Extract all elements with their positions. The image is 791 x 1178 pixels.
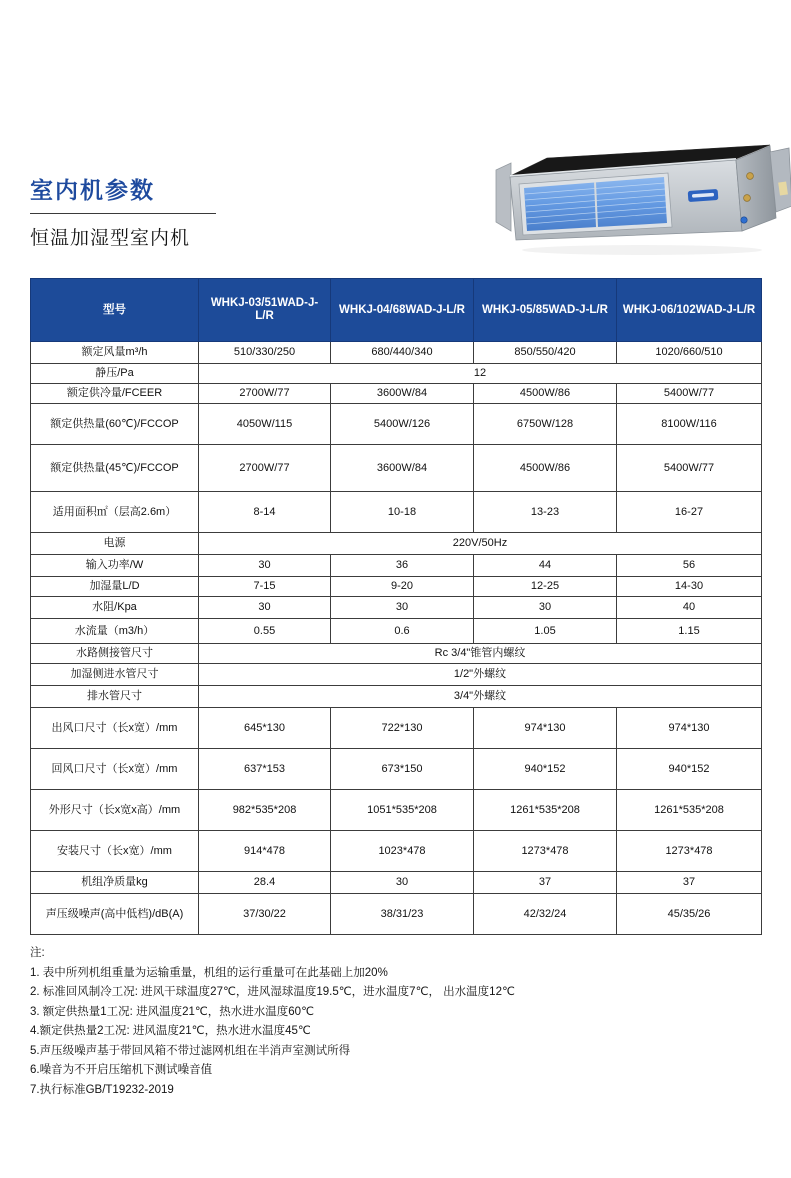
spec-value: 14-30	[617, 577, 762, 597]
spec-label: 水阻/Kpa	[31, 597, 199, 619]
spec-value: 13-23	[474, 492, 617, 533]
spec-label: 电源	[31, 533, 199, 555]
note-line: 2. 标准回风制冷工况: 进风干球温度27℃，进风湿球温度19.5℃，进水温度7℃， 出水温度12℃	[30, 986, 515, 998]
table-row	[31, 445, 762, 492]
spec-value: 10-18	[331, 492, 474, 533]
spec-table	[30, 278, 762, 935]
spec-value: 1261*535*208	[617, 790, 762, 831]
spec-value: 974*130	[474, 708, 617, 749]
spec-value: 1051*535*208	[331, 790, 474, 831]
spec-label: 回风口尺寸（长x宽）/mm	[31, 749, 199, 790]
note-line: 5.声压级噪声基于带回风箱不带过滤网机组在半消声室测试所得	[30, 1044, 351, 1057]
model-header-label: 型号	[31, 279, 199, 342]
table-row	[31, 533, 762, 555]
spec-value: 1020/660/510	[617, 342, 762, 364]
page-title: 室内机参数	[30, 177, 155, 203]
table-row	[31, 749, 762, 790]
spec-value: 2700W/77	[199, 445, 331, 492]
table-row	[31, 894, 762, 935]
model-header-3: WHKJ-05/85WAD-J-L/R	[474, 279, 617, 342]
notes-block	[30, 944, 515, 1100]
table-row	[31, 664, 762, 686]
table-row	[31, 404, 762, 445]
note-line: 6.噪音为不开启压缩机下测试噪音值	[30, 1064, 213, 1076]
note-line: 1. 表中所列机组重量为运输重量，机组的运行重量可在此基础上加20%	[30, 966, 388, 979]
spec-label: 外形尺寸（长x宽x高）/mm	[31, 790, 199, 831]
spec-label: 额定供热量(45℃)/FCCOP	[31, 445, 199, 492]
spec-label: 静压/Pa	[31, 364, 199, 384]
spec-value: 1023*478	[331, 831, 474, 872]
spec-value: 0.6	[331, 619, 474, 644]
spec-table-container	[30, 278, 761, 935]
table-row	[31, 686, 762, 708]
model-header-4: WHKJ-06/102WAD-J-L/R	[617, 279, 762, 342]
spec-value: 56	[617, 555, 762, 577]
spec-value: 38/31/23	[331, 894, 474, 935]
spec-value: 510/330/250	[199, 342, 331, 364]
spec-value: 850/550/420	[474, 342, 617, 364]
table-row	[31, 644, 762, 664]
table-row	[31, 384, 762, 404]
spec-value: 1273*478	[474, 831, 617, 872]
notes-title: 注:	[30, 947, 45, 959]
spec-value-span: 1/2"外螺纹	[199, 664, 762, 686]
water-valve-top	[747, 173, 754, 180]
spec-value: 4500W/86	[474, 384, 617, 404]
spec-value: 1.15	[617, 619, 762, 644]
spec-value: 9-20	[331, 577, 474, 597]
heading-block	[30, 176, 216, 250]
table-row	[31, 597, 762, 619]
spec-value: 3600W/84	[331, 384, 474, 404]
table-row	[31, 619, 762, 644]
spec-label: 输入功率/W	[31, 555, 199, 577]
spec-value: 2700W/77	[199, 384, 331, 404]
title-underline	[30, 213, 216, 214]
note-line: 7.执行标准GB/T19232-2019	[30, 1083, 174, 1096]
spec-value: 40	[617, 597, 762, 619]
spec-value: 940*152	[474, 749, 617, 790]
spec-value: 44	[474, 555, 617, 577]
spec-value: 1273*478	[617, 831, 762, 872]
spec-value: 8-14	[199, 492, 331, 533]
table-row	[31, 790, 762, 831]
spec-value: 28.4	[199, 872, 331, 894]
indoor-unit-product-image	[492, 138, 791, 263]
spec-value: 5400W/77	[617, 445, 762, 492]
spec-label: 水流量（m3/h）	[31, 619, 199, 644]
spec-value: 940*152	[617, 749, 762, 790]
left-flange	[496, 163, 511, 231]
spec-label: 额定风量m³/h	[31, 342, 199, 364]
spec-value: 982*535*208	[199, 790, 331, 831]
table-row	[31, 872, 762, 894]
spec-value: 680/440/340	[331, 342, 474, 364]
spec-value: 3600W/84	[331, 445, 474, 492]
model-header-2: WHKJ-04/68WAD-J-L/R	[331, 279, 474, 342]
spec-value: 36	[331, 555, 474, 577]
spec-label: 适用面积㎡（层高2.6m）	[31, 492, 199, 533]
spec-label: 机组净质量kg	[31, 872, 199, 894]
spec-value: 673*150	[331, 749, 474, 790]
spec-value: 1.05	[474, 619, 617, 644]
table-row	[31, 364, 762, 384]
spec-value: 30	[331, 597, 474, 619]
drain-fitting	[741, 217, 747, 223]
table-row	[31, 342, 762, 364]
table-row	[31, 577, 762, 597]
spec-value: 6750W/128	[474, 404, 617, 445]
table-row	[31, 555, 762, 577]
spec-value: 30	[199, 555, 331, 577]
spec-value-span: 220V/50Hz	[199, 533, 762, 555]
spec-value-span: Rc 3/4"锥管内螺纹	[199, 644, 762, 664]
shadow	[522, 245, 762, 255]
spec-value: 4500W/86	[474, 445, 617, 492]
spec-value: 0.55	[199, 619, 331, 644]
spec-label: 水路侧接管尺寸	[31, 644, 199, 664]
page-subtitle: 恒温加湿型室内机	[30, 228, 191, 249]
spec-value: 37	[617, 872, 762, 894]
spec-label: 声压级噪声(高中低档)/dB(A)	[31, 894, 199, 935]
spec-value: 645*130	[199, 708, 331, 749]
spec-label: 排水管尺寸	[31, 686, 199, 708]
spec-label: 额定供热量(60℃)/FCCOP	[31, 404, 199, 445]
spec-value: 974*130	[617, 708, 762, 749]
spec-value: 5400W/77	[617, 384, 762, 404]
spec-value: 5400W/126	[331, 404, 474, 445]
spec-value: 637*153	[199, 749, 331, 790]
table-row	[31, 708, 762, 749]
table-row	[31, 492, 762, 533]
spec-label: 额定供冷量/FCEER	[31, 384, 199, 404]
note-line: 3. 额定供热量1工况: 进风温度21℃，热水进水温度60℃	[30, 1005, 314, 1018]
spec-value-span: 3/4"外螺纹	[199, 686, 762, 708]
spec-value: 45/35/26	[617, 894, 762, 935]
table-row	[31, 831, 762, 872]
spec-label: 安装尺寸（长x宽）/mm	[31, 831, 199, 872]
spec-value: 42/32/24	[474, 894, 617, 935]
spec-value-span: 12	[199, 364, 762, 384]
model-header-1: WHKJ-03/51WAD-J-L/R	[199, 279, 331, 342]
spec-value: 30	[331, 872, 474, 894]
spec-value: 722*130	[331, 708, 474, 749]
spec-value: 12-25	[474, 577, 617, 597]
table-header-row	[31, 279, 762, 342]
water-valve-bottom	[744, 195, 751, 202]
spec-value: 30	[474, 597, 617, 619]
spec-label: 加湿侧进水管尺寸	[31, 664, 199, 686]
spec-value: 914*478	[199, 831, 331, 872]
spec-value: 16-27	[617, 492, 762, 533]
spec-label: 出风口尺寸（长x宽）/mm	[31, 708, 199, 749]
spec-value: 7-15	[199, 577, 331, 597]
spec-value: 8100W/116	[617, 404, 762, 445]
spec-value: 37/30/22	[199, 894, 331, 935]
spec-value: 4050W/115	[199, 404, 331, 445]
spec-value: 1261*535*208	[474, 790, 617, 831]
spec-value: 37	[474, 872, 617, 894]
spec-value: 30	[199, 597, 331, 619]
spec-label: 加湿量L/D	[31, 577, 199, 597]
note-line: 4.额定供热量2工况: 进风温度21℃，热水进水温度45℃	[30, 1025, 311, 1037]
